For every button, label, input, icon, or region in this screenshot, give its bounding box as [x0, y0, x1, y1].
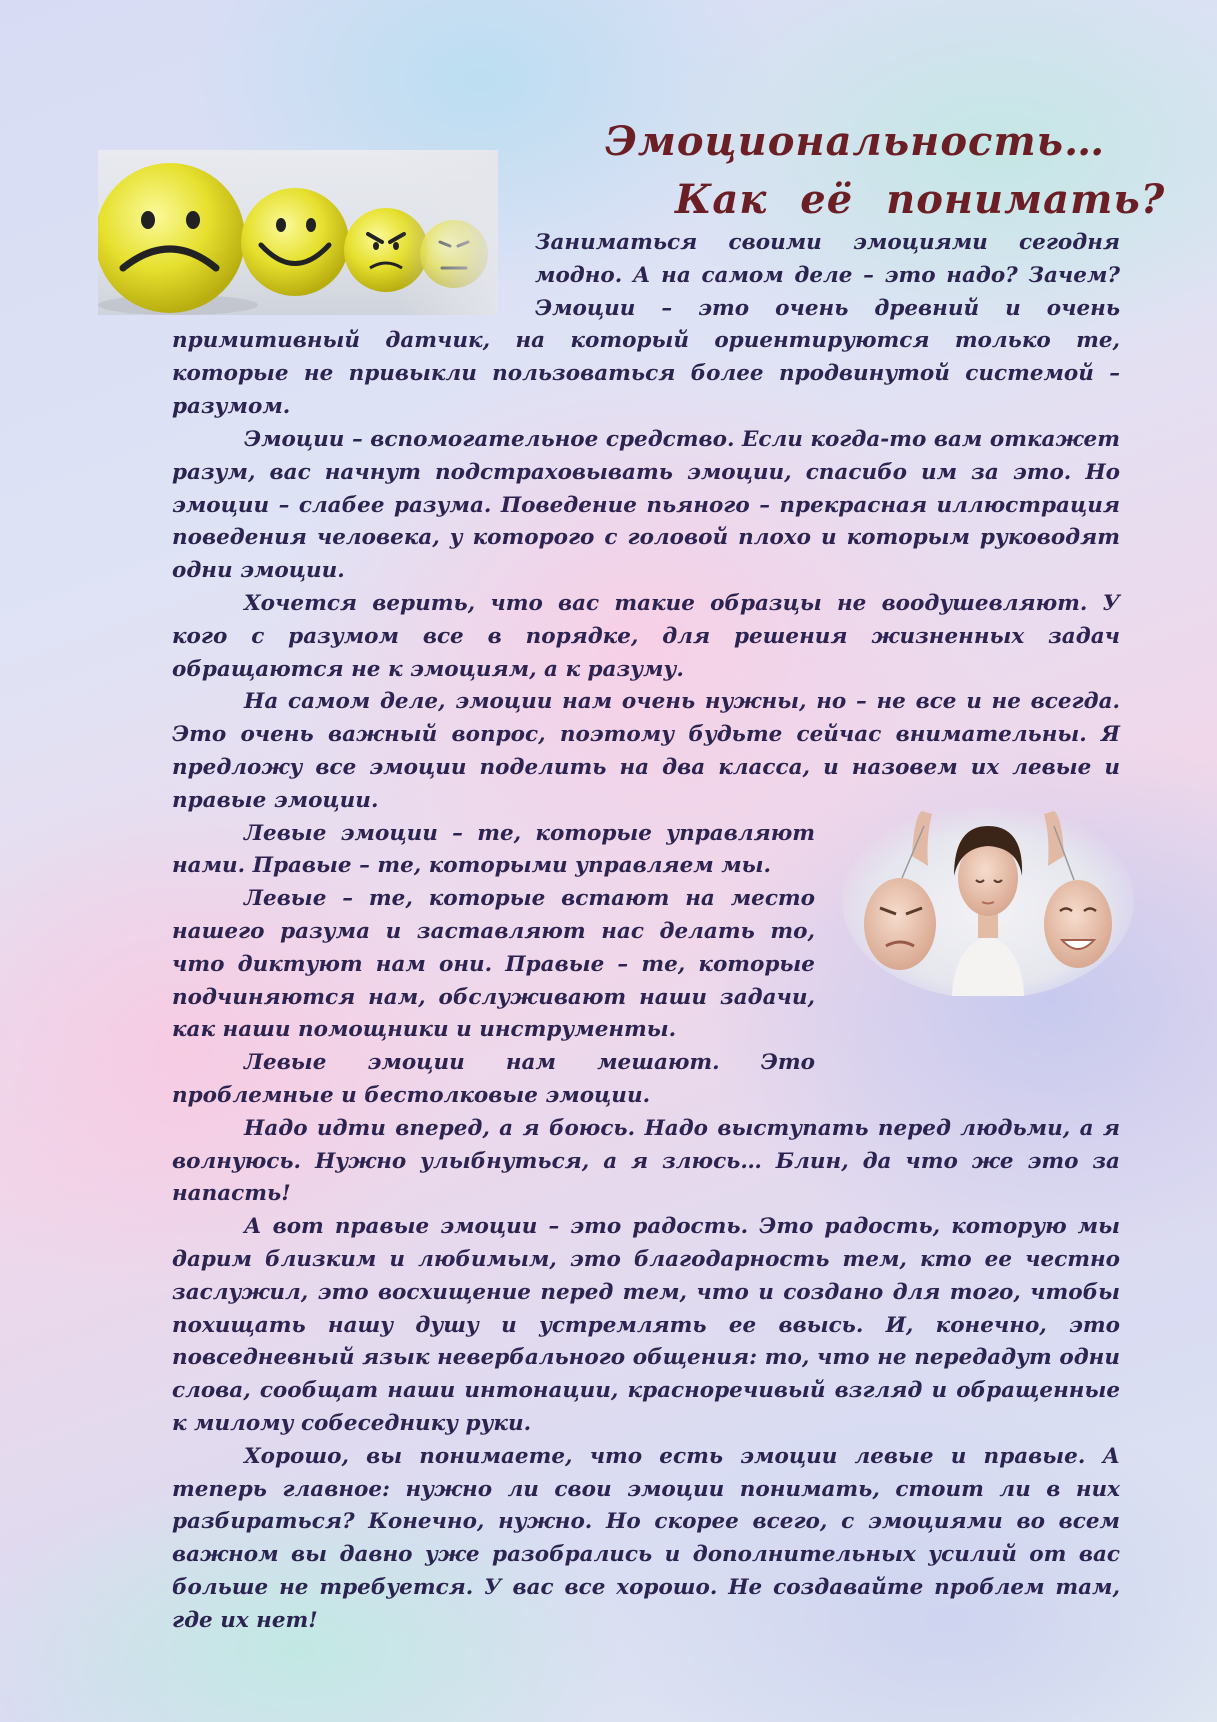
paragraph: Левые эмоции – те, которые управляют нами. Правые – те, которыми управляем мы. [172, 820, 815, 879]
article-body [172, 424, 1120, 1637]
paragraph: На самом деле, эмоции нам очень нужны, но – не все и не всегда. Это очень важный вопрос, поэтому будьте сейчас внимательны. Я предложу все эмоции поделить на два класса, и назовем их левые и правые эмоции. [172, 689, 1120, 813]
intro-paragraph [172, 227, 1120, 424]
paragraph: Эмоции – вспомогательное средство. Если когда-то вам откажет разум, вас начнут подстраховывать эмоции, спасибо им за это. Но эмоции – слабее разума. Поведение пьяного – прекрасная иллюстрация поведения человека, у которого с головой плохо и которым руководят одни эмоции. [172, 427, 1120, 584]
intro-image-space [172, 227, 535, 325]
title-line-1: Эмоциональность… [605, 118, 1106, 165]
paragraph: Левые эмоции нам мешают. Это проблемные и бестолковые эмоции. [172, 1050, 815, 1108]
paragraph: А вот правые эмоции – это радость. Это радость, которую мы дарим близким и любимым, это благодарность тем, кто ее честно заслужил, это восхищение перед тем, что и создано для того, чтобы похищать нашу душу и устремлять ее ввысь. И, конечно, это повседневный язык невербального общения: то, что не передадут одни слова, сообщат наши интонации, красноречивый взгляд и обращенные к милому собеседнику руки. [172, 1214, 1120, 1436]
paragraph: Надо идти вперед, а я боюсь. Надо выступать перед людьми, а я волнуюсь. Нужно улыбнуться, а я злюсь… Блин, да что же это за напасть! [172, 1115, 1120, 1207]
paragraph: Хорошо, вы понимаете, что есть эмоции левые и правые. А теперь главное: нужно ли свои эмоции понимать, стоит ли в них разбираться? Конечно, нужно. Но скорее всего, с эмоциями во всем важном вы давно уже разобрались и дополнительных усилий от вас больше не требуется. У вас все хорошо. Не создавайте проблем там, где их нет! [172, 1443, 1120, 1633]
paragraph: Левые – те, которые встают на место нашего разума и заставляют нас делать то, что диктуют нам они. Правые – те, которые подчиняются нам, обслуживают наши задачи, как наши помощники и инструменты. [172, 886, 815, 1043]
mask-image-space [815, 818, 1120, 1048]
title-line-2: Как её понимать? [675, 176, 1166, 223]
intro-text: Заниматься своими эмоциями сегодня модно. А на самом деле – это надо? Зачем? Эмоции – это очень древний и очень примитивный датчик, на который ориентируются только те, которые не привыкли пользоваться более продвинутой системой – разумом. [172, 230, 1120, 419]
paragraph: Хочется верить, что вас такие образцы не воодушевляют. У кого с разумом все в порядке, для решения жизненных задач обращаются не к эмоциям, а к разуму. [172, 590, 1120, 682]
